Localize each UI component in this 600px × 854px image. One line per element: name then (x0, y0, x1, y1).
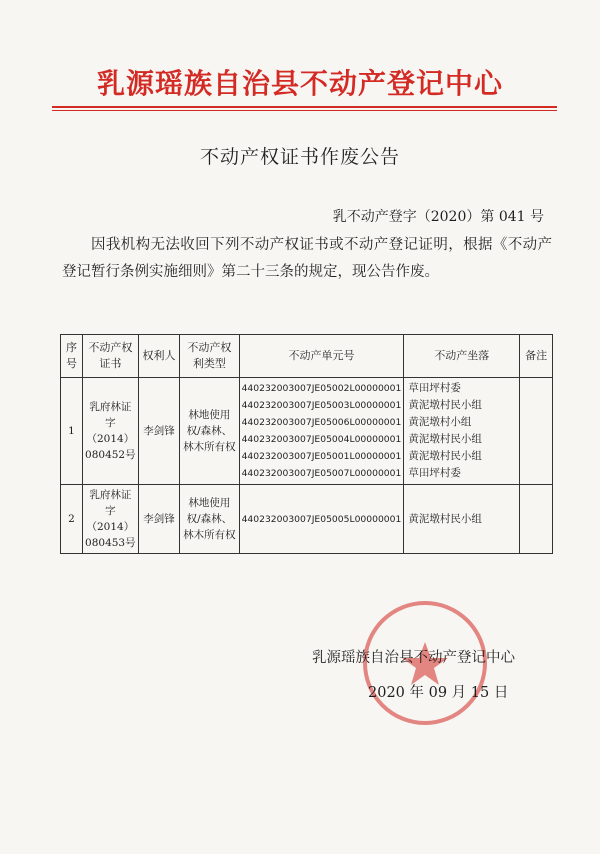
location: 黄泥墩村小组 (408, 416, 472, 428)
unit-number: 440232003007JE05005L00000001 (241, 513, 402, 525)
cell-remark (520, 485, 553, 554)
location: 黄泥墩村民小组 (408, 433, 482, 445)
cell-right-type: 林地使用权/森林、林木所有权 (180, 485, 239, 554)
cell-remark (520, 378, 553, 485)
letterhead-rule-top (52, 106, 557, 108)
unit-number: 440232003007JE05003L00000001 (241, 400, 402, 411)
page-title: 不动产权证书作废公告 (199, 146, 400, 168)
cell-cert: 乳府林证字（2014）080453号 (82, 485, 138, 554)
certificate-table (60, 334, 553, 554)
letterhead-rule-bottom (52, 110, 557, 111)
col-header-holder: 权利人 (138, 335, 179, 378)
location: 黄泥墩村民小组 (408, 399, 482, 411)
unit-number: 440232003007JE05002L00000001 (241, 383, 402, 394)
cell-no: 2 (61, 485, 83, 554)
table-header-row (61, 335, 553, 378)
cell-locations (404, 378, 520, 485)
org-letterhead: 乳源瑶族自治县不动产登记中心 (96, 67, 503, 100)
col-header-right-type: 不动产权利类型 (180, 335, 239, 378)
announcement-body: 因我机构无法收回下列不动产权证书或不动产登记证明，根据《不动产登记暂行条例实施细则》第二十三条的规定，现公告作废。 (62, 237, 552, 280)
cell-locations (404, 485, 520, 554)
cell-holder: 李剑锋 (138, 485, 179, 554)
location: 黄泥墩村民小组 (408, 512, 482, 525)
unit-number: 440232003007JE05001L00000001 (241, 451, 402, 462)
location: 黄泥墩村民小组 (408, 450, 482, 462)
location: 草田坪村委 (408, 382, 461, 394)
unit-number: 440232003007JE05007L00000001 (241, 468, 402, 479)
cell-cert: 乳府林证字（2014）080452号 (82, 378, 138, 485)
cell-units (239, 378, 404, 485)
cell-units (239, 485, 404, 554)
cell-no: 1 (61, 378, 83, 485)
col-header-remark: 备注 (520, 335, 553, 378)
signature-org: 乳源瑶族自治县不动产登记中心 (312, 650, 515, 666)
col-header-unit: 不动产单元号 (239, 335, 404, 378)
location: 草田坪村委 (408, 467, 461, 479)
cell-right-type: 林地使用权/森林、林木所有权 (180, 378, 239, 485)
col-header-cert: 不动产权证书 (82, 335, 138, 378)
col-header-location: 不动产坐落 (404, 335, 520, 378)
table-row (61, 485, 553, 554)
unit-number: 440232003007JE05006L00000001 (241, 417, 402, 428)
table-row (61, 378, 553, 485)
document-number: 乳不动产登字（2020）第 041 号 (332, 209, 544, 225)
unit-number: 440232003007JE05004L00000001 (241, 434, 402, 445)
col-header-no: 序号 (61, 335, 83, 378)
cell-holder: 李剑锋 (138, 378, 179, 485)
signature-date: 2020 年 09 月 15 日 (368, 685, 509, 701)
